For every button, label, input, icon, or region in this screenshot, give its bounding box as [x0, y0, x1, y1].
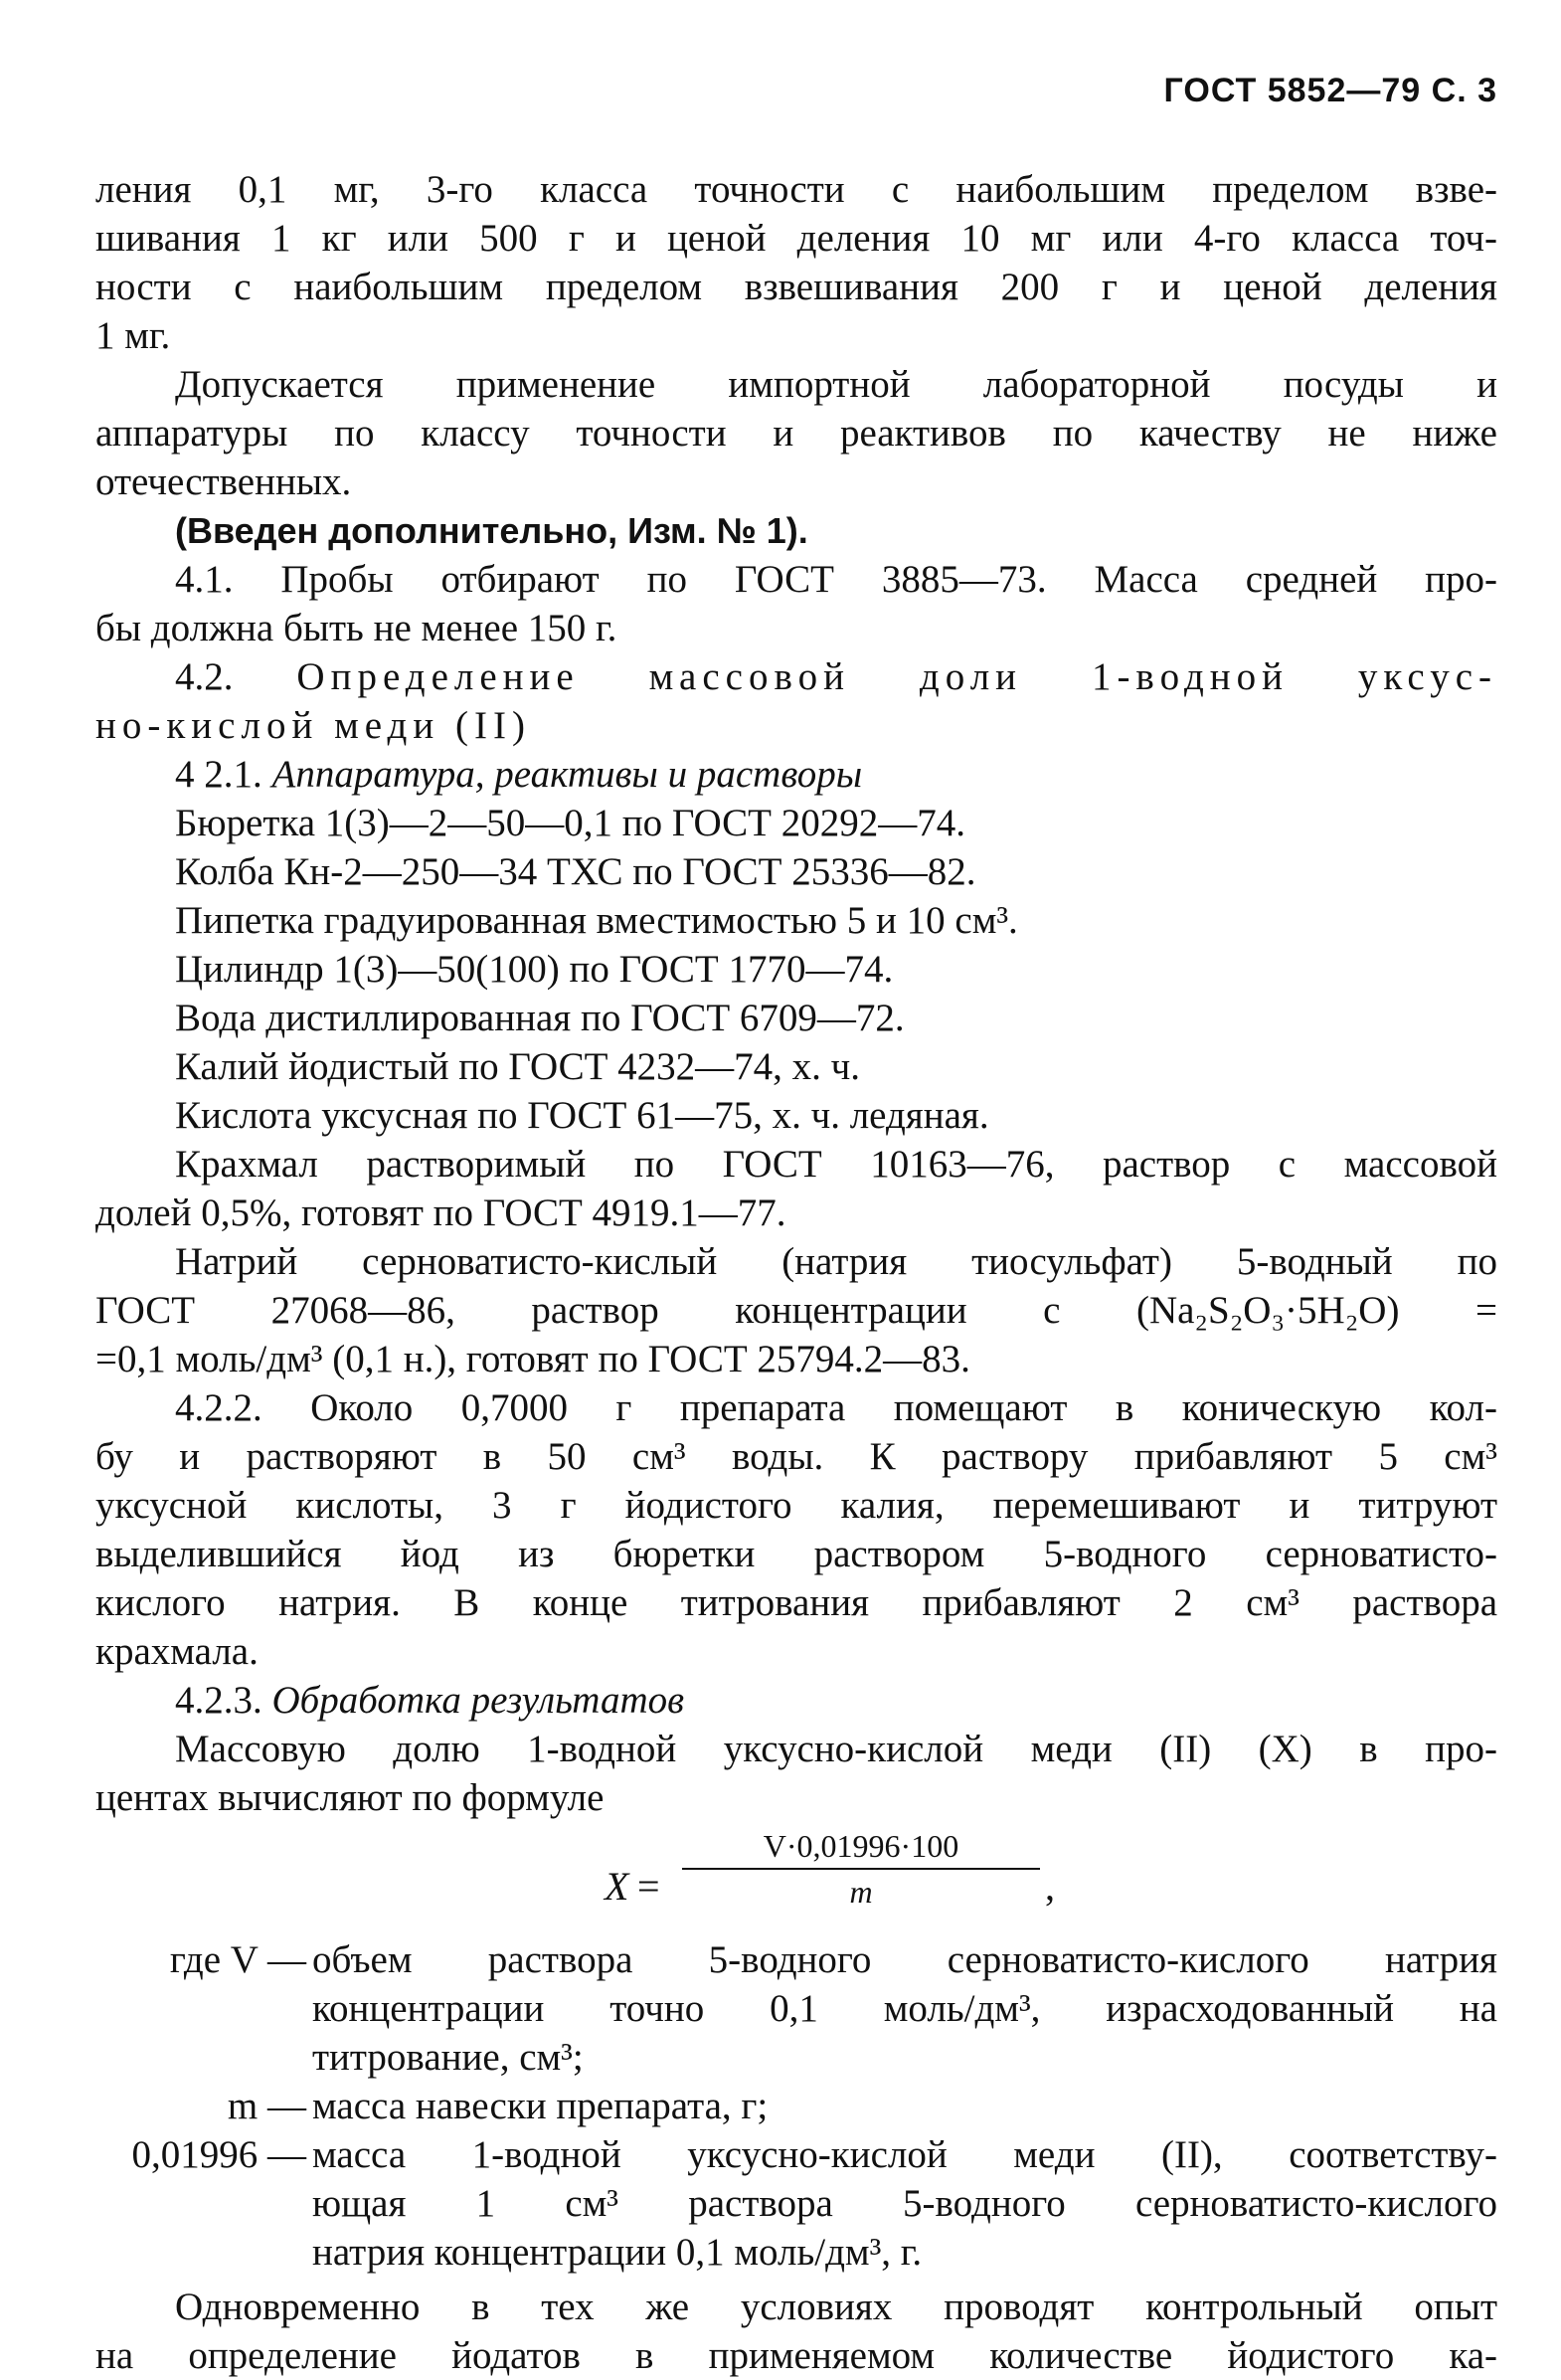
- definition-line: титрование, см³;: [312, 2036, 584, 2079]
- section-4-2-3-heading: [95, 1676, 1497, 1725]
- text-line: ности с наибольшим пределом взвешивания 200 г и ценой деления: [95, 266, 1497, 308]
- intro-paragraph: [95, 165, 1497, 360]
- list-item: Цилиндр 1(3)—50(100) по ГОСТ 1770—74.: [175, 948, 894, 991]
- list-item-cont: ГОСТ 27068—86, раствор концентрации c (Na₂S₂O₃·5H₂O) =: [95, 1289, 1497, 1332]
- text-line: на определение йодатов в применяемом количестве йодистого ка-: [95, 2334, 1497, 2377]
- definition-term: 0,01996 —: [131, 2133, 306, 2176]
- text-line: бы должна быть не менее 150 г.: [95, 607, 617, 649]
- definition-item: [95, 2082, 1497, 2130]
- section-4-2-heading: [95, 652, 1497, 750]
- text-line: Одновременно в тех же условиях проводят контрольный опыт: [175, 2286, 1497, 2328]
- text-line: шивания 1 кг или 500 г и ценой деления 10 мг или 4-го класса точ-: [95, 217, 1497, 260]
- list-item: Крахмал растворимый по ГОСТ 10163—76, раствор с массовой: [175, 1143, 1497, 1186]
- equipment-list: [95, 799, 1497, 1383]
- text-line: 1 мг.: [95, 314, 171, 357]
- list-item: Бюретка 1(3)—2—50—0,1 по ГОСТ 20292—74.: [175, 802, 965, 844]
- definition-item: [95, 1935, 1497, 2082]
- definition-body: [306, 2130, 1497, 2277]
- formula-equals: =: [637, 1864, 660, 1909]
- section-number: 4.2.3.: [175, 1679, 262, 1722]
- text-line: крахмала.: [95, 1630, 259, 1673]
- definition-line: масса навески препарата, г;: [312, 2085, 769, 2127]
- control-experiment-paragraph: [95, 2283, 1497, 2380]
- formula-comma: ,: [1045, 1864, 1055, 1909]
- amendment-note: (Введен дополнительно, Изм. № 1).: [175, 510, 808, 551]
- definition-body: [306, 1935, 1497, 2082]
- text-line: аппаратуры по классу точности и реактивов по качеству не ниже: [95, 412, 1497, 455]
- document-body: [95, 165, 1497, 2380]
- section-number: 4.2.: [175, 655, 234, 698]
- definition-line: натрия концентрации 0,1 моль/дм³, г.: [312, 2231, 923, 2274]
- definition-term: m —: [227, 2085, 306, 2127]
- import-note-paragraph: [95, 360, 1497, 506]
- definition-item: [95, 2130, 1497, 2277]
- section-title: Аппаратура, реактивы и растворы: [271, 753, 863, 796]
- text-line: 4.1. Пробы отбирают по ГОСТ 3885—73. Масса средней про-: [175, 558, 1497, 601]
- text-line: [95, 652, 1497, 701]
- formula: [95, 1826, 1497, 1933]
- text-line: уксусной кислоты, 3 г йодистого калия, перемешивают и титруют: [95, 1484, 1497, 1527]
- text-line: выделившийся йод из бюретки раствором 5-водного серноватисто-: [95, 1533, 1497, 1575]
- text-line: отечественных.: [95, 460, 352, 503]
- definition-line: ющая 1 см³ раствора 5-водного серноватисто-кислого: [312, 2182, 1497, 2225]
- list-item: Натрий серноватисто-кислый (натрия тиосульфат) 5-водный по: [175, 1240, 1497, 1283]
- section-4-2-3-text: [95, 1725, 1497, 1822]
- formula-lhs: X: [605, 1864, 629, 1909]
- definition-line: масса 1-водной уксусно-кислой меди (II), соответству-: [312, 2133, 1497, 2176]
- section-title-cont: но-кислой меди (II): [95, 704, 531, 747]
- formula-denominator: m: [849, 1874, 873, 1910]
- section-4-2-1-heading: [95, 750, 1497, 799]
- section-title: Определение массовой доли 1-водной уксус-: [296, 655, 1498, 698]
- list-item: Пипетка градуированная вместимостью 5 и 10 см³.: [175, 899, 1018, 942]
- variable-definitions: [95, 1935, 1497, 2277]
- text-line: ления 0,1 мг, 3-го класса точности с наибольшим пределом взве-: [95, 168, 1497, 211]
- list-item-cont: долей 0,5%, готовят по ГОСТ 4919.1—77.: [95, 1191, 786, 1234]
- text-line: Массовую долю 1-водной уксусно-кислой меди (II) (X) в про-: [175, 1728, 1497, 1770]
- list-item: Вода дистиллированная по ГОСТ 6709—72.: [175, 997, 905, 1039]
- list-item: Колба Кн-2—250—34 ТХС по ГОСТ 25336—82.: [175, 850, 976, 893]
- list-item-cont: =0,1 моль/дм³ (0,1 н.), готовят по ГОСТ 25794.2—83.: [95, 1338, 970, 1380]
- section-4-2-2: [95, 1383, 1497, 1676]
- text-line: Допускается применение импортной лабораторной посуды и: [175, 363, 1497, 406]
- text-line: бу и растворяют в 50 см³ воды. К раствору прибавляют 5 см³: [95, 1435, 1497, 1478]
- formula-numerator: V·0,01996·100: [682, 1826, 1040, 1870]
- text-line: 4.2.2. Около 0,7000 г препарата помещают в коническую кол-: [175, 1386, 1497, 1429]
- formula-fraction: [682, 1826, 1040, 1914]
- text-line: кислого натрия. В конце титрования прибавляют 2 см³ раствора: [95, 1581, 1497, 1624]
- definition-body: [306, 2082, 1497, 2130]
- section-4-1: [95, 555, 1497, 652]
- section-title: Обработка результатов: [271, 1679, 685, 1722]
- section-number: 4 2.1.: [175, 753, 262, 796]
- text-line: центах вычисляют по формуле: [95, 1776, 605, 1819]
- definition-line: объем раствора 5-водного серноватисто-кислого натрия: [312, 1938, 1497, 1981]
- definition-line: концентрации точно 0,1 моль/дм³, израсходованный на: [312, 1987, 1497, 2030]
- list-item: Кислота уксусная по ГОСТ 61—75, х. ч. ледяная.: [175, 1094, 989, 1137]
- list-item: Калий йодистый по ГОСТ 4232—74, х. ч.: [175, 1045, 861, 1088]
- page-header: ГОСТ 5852—79 С. 3: [1163, 72, 1497, 109]
- definition-term: где V —: [169, 1938, 306, 1981]
